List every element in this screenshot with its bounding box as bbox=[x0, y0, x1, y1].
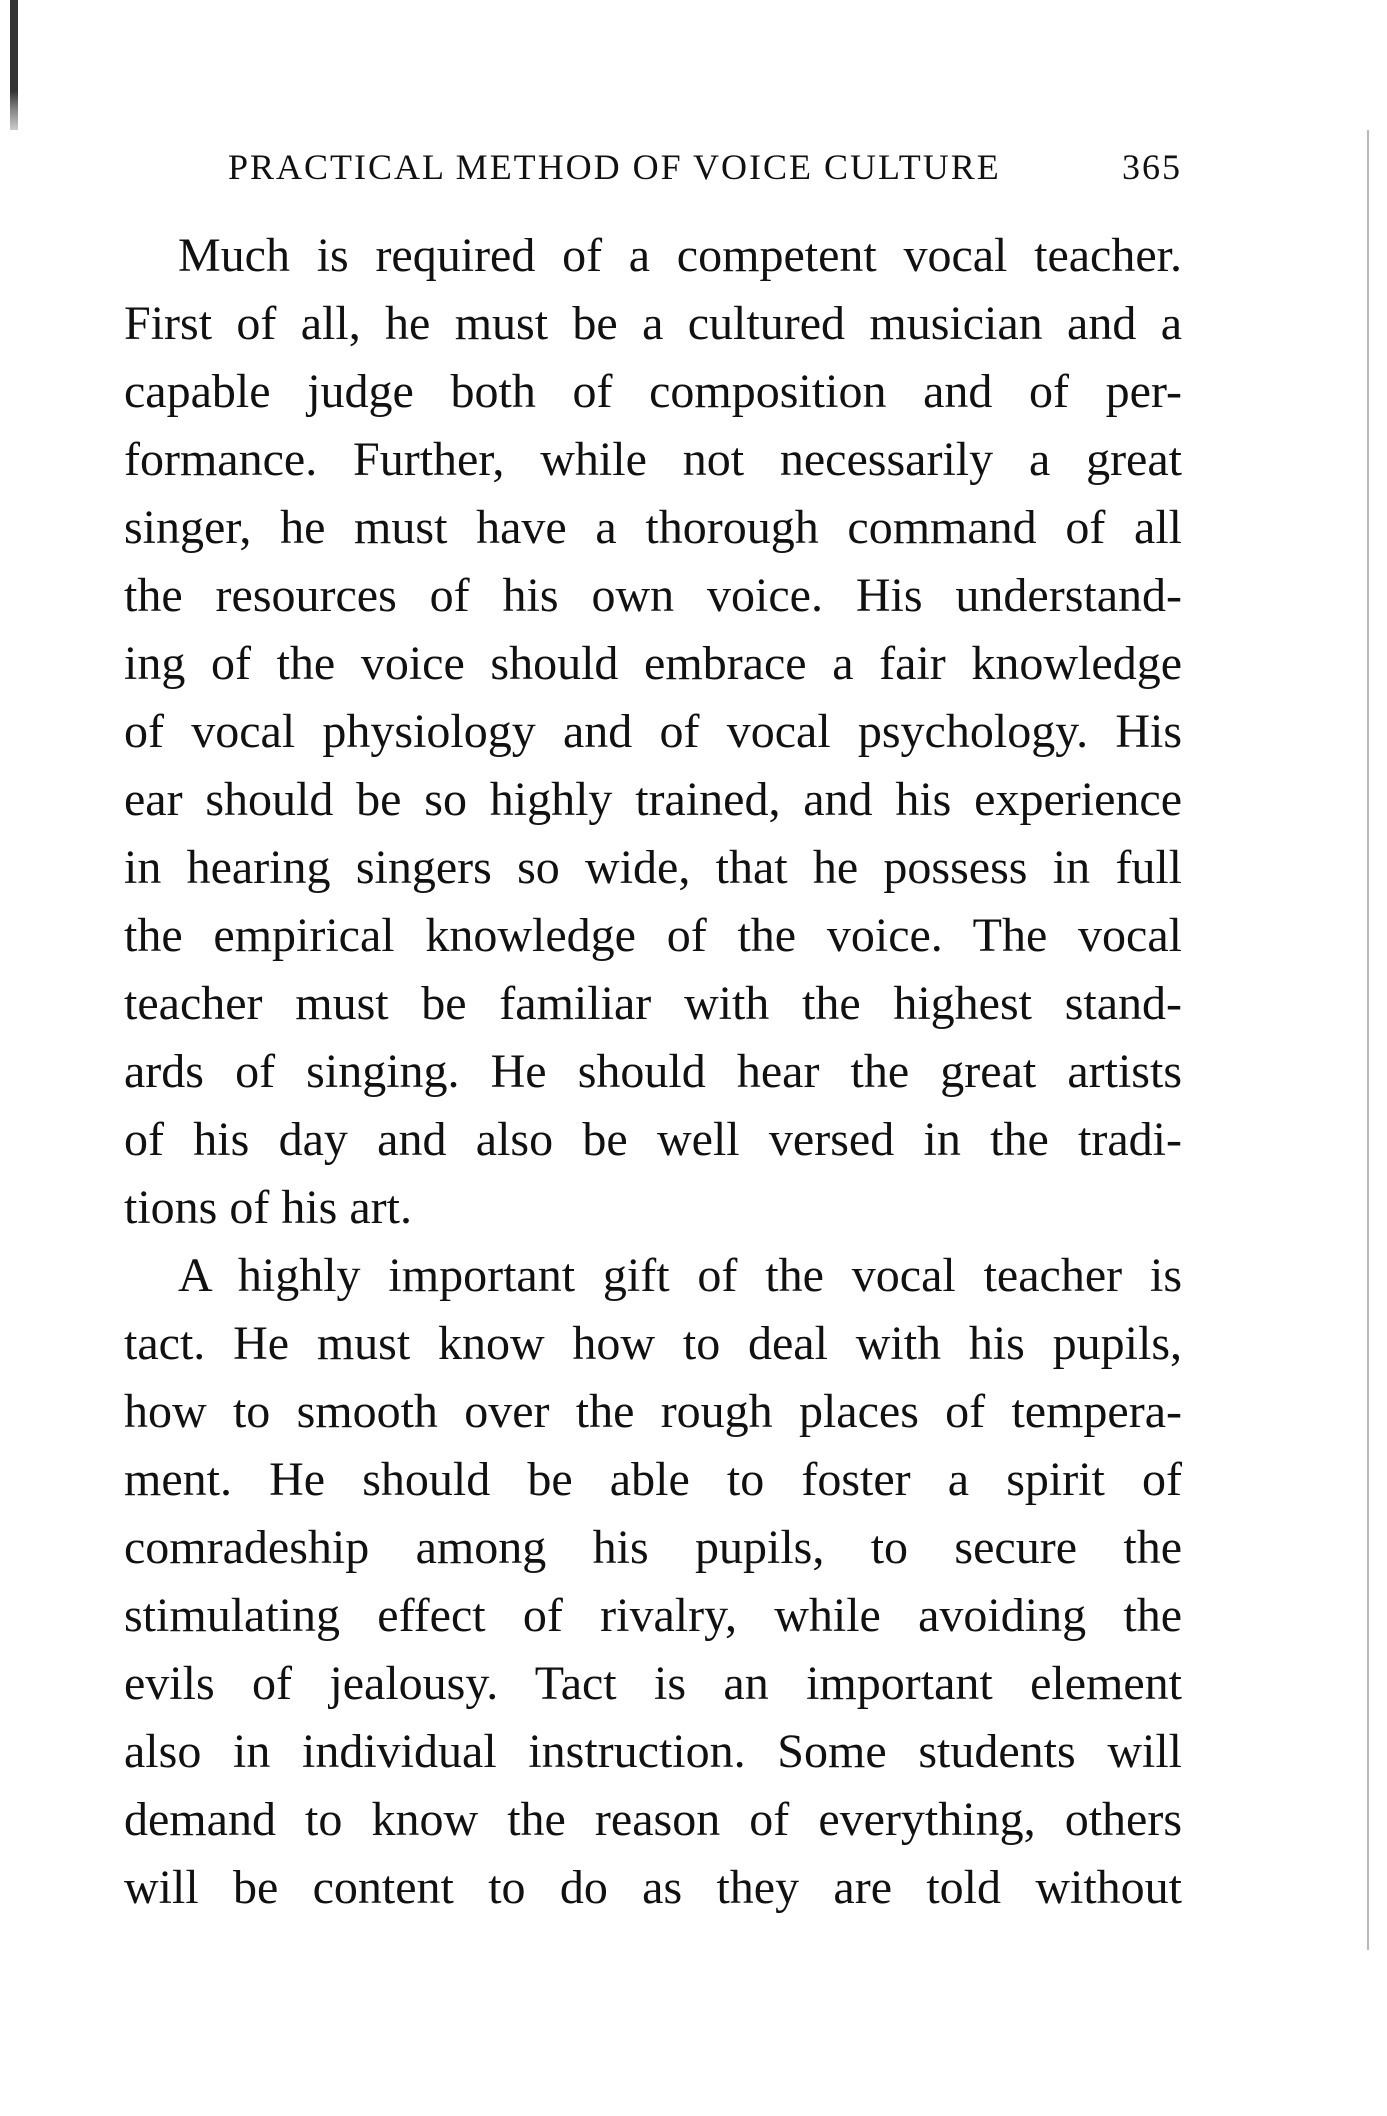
paragraph-1 bbox=[124, 222, 1182, 1242]
text-line: ing of the voice should embrace a fair knowledge bbox=[124, 637, 1182, 690]
text-line: singer, he must have a thorough command of all bbox=[124, 501, 1182, 554]
text-line: comradeship among his pupils, to secure the bbox=[124, 1521, 1182, 1574]
text-line: ear should be so highly trained, and his experience bbox=[124, 773, 1182, 826]
text-line: tions of his art. bbox=[124, 1181, 412, 1234]
text-line: of vocal physiology and of vocal psychology. His bbox=[124, 705, 1182, 758]
text-line: First of all, he must be a cultured musician and a bbox=[124, 297, 1182, 350]
text-line: the empirical knowledge of the voice. The vocal bbox=[124, 909, 1182, 962]
text-line: of his day and also be well versed in the tradi- bbox=[124, 1113, 1182, 1166]
text-line: formance. Further, while not necessarily a great bbox=[124, 433, 1182, 486]
text-line: teacher must be familiar with the highest stand- bbox=[124, 977, 1182, 1030]
text-line: the resources of his own voice. His understand- bbox=[124, 569, 1182, 622]
text-line: A highly important gift of the vocal teacher is bbox=[178, 1249, 1182, 1302]
paragraph-2 bbox=[124, 1242, 1182, 1922]
text-line: evils of jealousy. Tact is an important element bbox=[124, 1657, 1182, 1710]
text-line: demand to know the reason of everything, others bbox=[124, 1793, 1182, 1846]
body-text bbox=[124, 222, 1182, 1922]
scan-edge bbox=[1367, 130, 1369, 1950]
text-line: stimulating effect of rivalry, while avoiding the bbox=[124, 1589, 1182, 1642]
text-line: in hearing singers so wide, that he possess in full bbox=[124, 841, 1182, 894]
scan-artifact bbox=[10, 0, 18, 130]
text-line: Much is required of a competent vocal teacher. bbox=[178, 229, 1182, 282]
text-line: will be content to do as they are told without bbox=[124, 1861, 1182, 1914]
text-line: capable judge both of composition and of per- bbox=[124, 365, 1182, 418]
page-number: 365 bbox=[1122, 147, 1182, 187]
text-line: also in individual instruction. Some students will bbox=[124, 1725, 1182, 1778]
text-line: how to smooth over the rough places of tempera- bbox=[124, 1385, 1182, 1438]
text-line: ards of singing. He should hear the great artists bbox=[124, 1045, 1182, 1098]
text-line: tact. He must know how to deal with his pupils, bbox=[124, 1317, 1182, 1370]
running-head bbox=[228, 142, 1182, 192]
text-line: ment. He should be able to foster a spirit of bbox=[124, 1453, 1182, 1506]
running-head-title: PRACTICAL METHOD OF VOICE CULTURE bbox=[228, 147, 1001, 187]
